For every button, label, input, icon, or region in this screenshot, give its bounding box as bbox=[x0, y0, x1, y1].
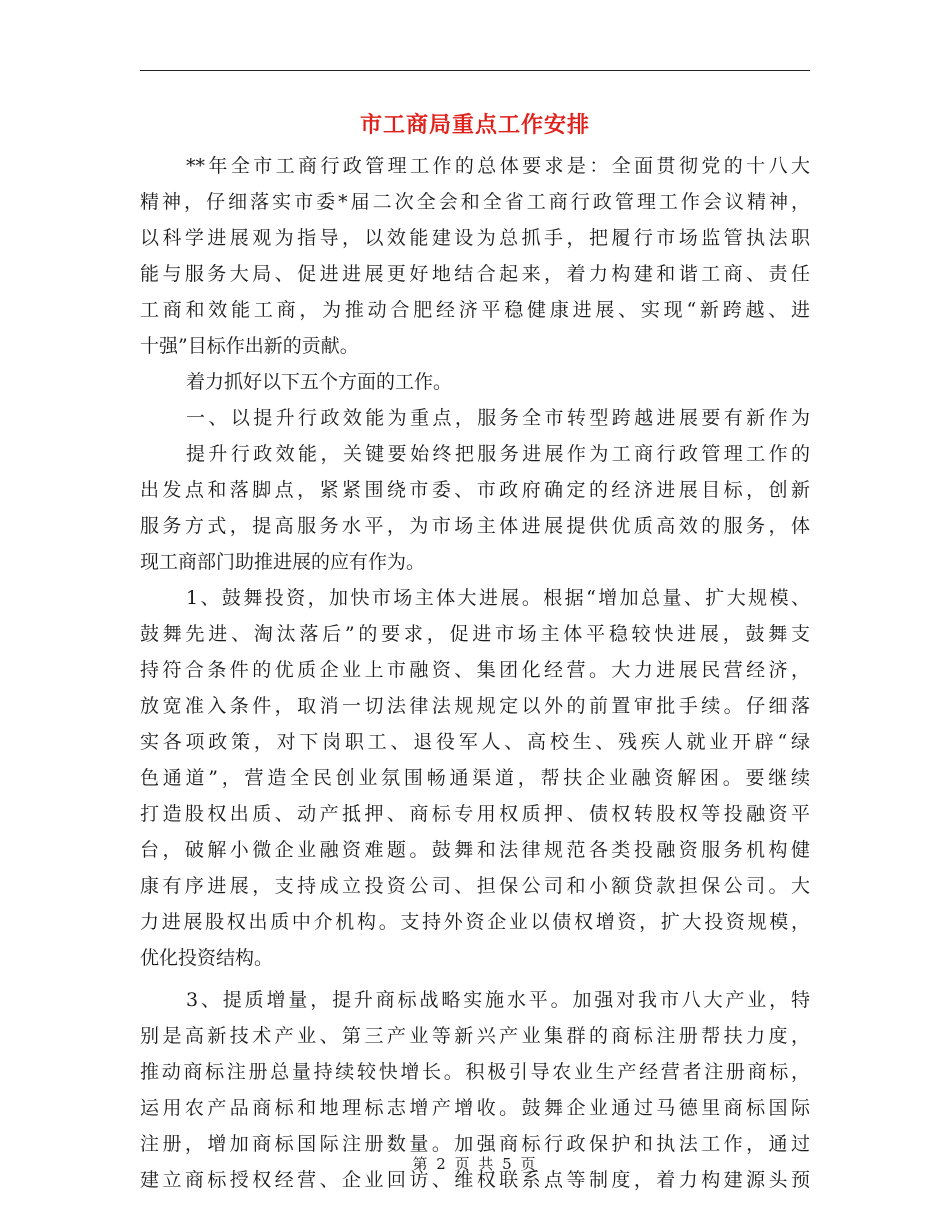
paragraph-line: 着力抓好以下五个方面的工作。 bbox=[186, 371, 453, 393]
paragraph-line: 服务方式，提高服务水平，为市场主体进展提供优质高效的服务，体 bbox=[140, 515, 810, 537]
paragraph-line: 打造股权出质、动产抵押、商标专用权质押、债权转股权等投融资平 bbox=[140, 803, 810, 825]
paragraph-line: 推动商标注册总量持续较快增长。积极引导农业生产经营者注册商标， bbox=[140, 1061, 810, 1083]
paragraph-line: 3、提质增量，提升商标战略实施水平。加强对我市八大产业，特 bbox=[186, 989, 810, 1011]
paragraph-line: 现工商部门助推进展的应有作为。 bbox=[140, 551, 426, 573]
section-heading: 一、以提升行政效能为重点，服务全市转型跨越进展要有新作为 bbox=[186, 407, 810, 429]
document-body bbox=[140, 148, 810, 1198]
paragraph-line: 康有序进展，支持成立投资公司、担保公司和小额贷款担保公司。大 bbox=[140, 875, 810, 897]
paragraph-line: 能与服务大局、促进进展更好地结合起来，着力构建和谐工商、责任 bbox=[140, 263, 810, 285]
paragraph-line: 别是高新技术产业、第三产业等新兴产业集群的商标注册帮扶力度， bbox=[140, 1025, 810, 1047]
paragraph-line: 台，破解小微企业融资难题。鼓舞和法律规范各类投融资服务机构健 bbox=[140, 839, 810, 861]
paragraph-line: 注册，增加商标国际注册数量。加强商标行政保护和执法工作，通过 bbox=[140, 1133, 810, 1155]
document-title: 市工商局重点工作安排 bbox=[359, 112, 590, 138]
paragraph-line: 力进展股权出质中介机构。支持外资企业以债权增资，扩大投资规模， bbox=[140, 911, 810, 933]
paragraph-line: 持符合条件的优质企业上市融资、集团化经营。大力进展民营经济， bbox=[140, 659, 810, 681]
paragraph-line: 提升行政效能，关键要始终把服务进展作为工商行政管理工作的 bbox=[186, 443, 810, 465]
paragraph-line: 出发点和落脚点，紧紧围绕市委、市政府确定的经济进展目标，创新 bbox=[140, 479, 810, 501]
paragraph-line: 以科学进展观为指导，以效能建设为总抓手，把履行市场监管执法职 bbox=[140, 227, 810, 249]
header-rule bbox=[140, 70, 810, 71]
paragraph-line: **年全市工商行政管理工作的总体要求是：全面贯彻党的十八大 bbox=[186, 155, 810, 177]
paragraph-line: 建立商标授权经营、企业回访、维权联系点等制度，着力构建源头预 bbox=[140, 1169, 810, 1191]
paragraph-line: 工商和效能工商，为推动合肥经济平稳健康进展、实现“新跨越、进 bbox=[140, 299, 810, 321]
paragraph-line: 放宽准入条件，取消一切法律法规规定以外的前置审批手续。仔细落 bbox=[140, 695, 810, 717]
page-number-footer: 第 2 页 共 5 页 bbox=[412, 1155, 538, 1173]
paragraph-line: 1、鼓舞投资，加快市场主体大进展。根据“增加总量、扩大规模、 bbox=[186, 587, 810, 609]
paragraph-line: 运用农产品商标和地理标志增产增收。鼓舞企业通过马德里商标国际 bbox=[140, 1097, 810, 1119]
paragraph-line: 色通道”，营造全民创业氛围畅通渠道，帮扶企业融资解困。要继续 bbox=[140, 767, 810, 789]
paragraph-line: 实各项政策，对下岗职工、退役军人、高校生、残疾人就业开辟“绿 bbox=[140, 731, 810, 753]
paragraph-line: 优化投资结构。 bbox=[140, 947, 274, 969]
paragraph-line: 精神，仔细落实市委*届二次全会和全省工商行政管理工作会议精神， bbox=[140, 191, 810, 213]
paragraph-line: 十强”目标作出新的贡献。 bbox=[140, 335, 359, 357]
paragraph-line: 鼓舞先进、淘汰落后”的要求，促进市场主体平稳较快进展，鼓舞支 bbox=[140, 623, 810, 645]
